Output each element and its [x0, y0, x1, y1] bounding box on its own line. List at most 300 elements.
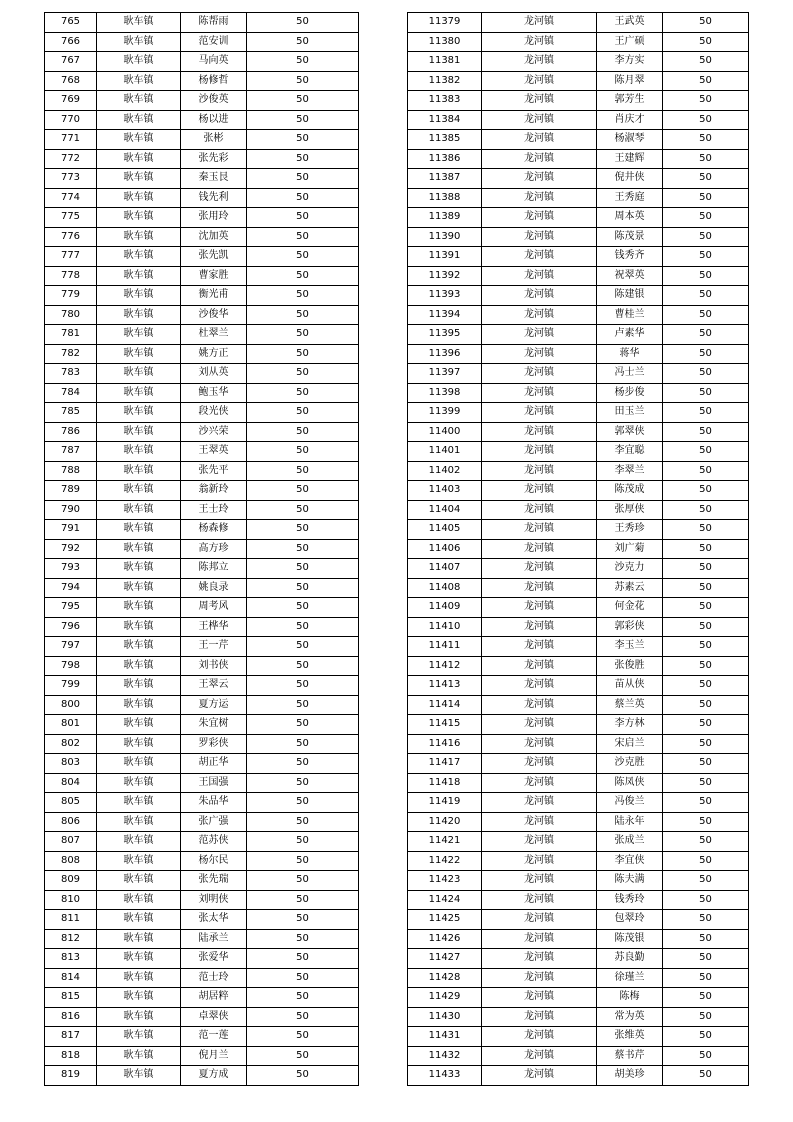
cell-index: 765: [45, 13, 97, 33]
table-row: [45, 520, 359, 540]
cell-name: 高方珍: [181, 539, 247, 559]
table-row: [45, 793, 359, 813]
cell-town: 耿车镇: [97, 325, 181, 345]
cell-index: 815: [45, 988, 97, 1008]
cell-name: 陆承兰: [181, 929, 247, 949]
table-row: [408, 539, 749, 559]
table-row: [408, 227, 749, 247]
cell-name: 卢素华: [597, 325, 663, 345]
cell-name: 钱秀玲: [597, 890, 663, 910]
cell-town: 龙河镇: [482, 851, 597, 871]
left-table-body: [45, 13, 359, 1086]
cell-name: 杜翠兰: [181, 325, 247, 345]
cell-name: 范苏侠: [181, 832, 247, 852]
cell-town: 耿车镇: [97, 871, 181, 891]
cell-amount: 50: [247, 110, 359, 130]
cell-town: 耿车镇: [97, 617, 181, 637]
cell-name: 张先凯: [181, 247, 247, 267]
cell-town: 龙河镇: [482, 1027, 597, 1047]
cell-index: 772: [45, 149, 97, 169]
cell-amount: 50: [247, 227, 359, 247]
cell-index: 814: [45, 968, 97, 988]
cell-town: 龙河镇: [482, 52, 597, 72]
cell-name: 陈建银: [597, 286, 663, 306]
cell-name: 陆永年: [597, 812, 663, 832]
cell-amount: 50: [663, 1046, 749, 1066]
table-row: [45, 773, 359, 793]
table-row: [408, 559, 749, 579]
cell-index: 11419: [408, 793, 482, 813]
cell-name: 杨修哲: [181, 71, 247, 91]
table-row: [408, 403, 749, 423]
cell-town: 龙河镇: [482, 539, 597, 559]
cell-index: 11407: [408, 559, 482, 579]
cell-index: 11402: [408, 461, 482, 481]
cell-amount: 50: [247, 871, 359, 891]
cell-amount: 50: [247, 851, 359, 871]
table-row: [45, 890, 359, 910]
cell-index: 11390: [408, 227, 482, 247]
table-row: [45, 71, 359, 91]
cell-name: 胡正华: [181, 754, 247, 774]
cell-amount: 50: [247, 383, 359, 403]
cell-town: 耿车镇: [97, 266, 181, 286]
cell-town: 龙河镇: [482, 773, 597, 793]
cell-amount: 50: [247, 13, 359, 33]
cell-town: 耿车镇: [97, 1046, 181, 1066]
cell-name: 沙兴荣: [181, 422, 247, 442]
table-row: [408, 91, 749, 111]
cell-amount: 50: [247, 71, 359, 91]
cell-town: 耿车镇: [97, 598, 181, 618]
cell-name: 卓翠侠: [181, 1007, 247, 1027]
table-row: [45, 832, 359, 852]
cell-amount: 50: [663, 325, 749, 345]
cell-index: 11420: [408, 812, 482, 832]
cell-name: 陈茂景: [597, 227, 663, 247]
cell-index: 767: [45, 52, 97, 72]
table-row: [408, 1046, 749, 1066]
cell-index: 11426: [408, 929, 482, 949]
cell-index: 11406: [408, 539, 482, 559]
cell-name: 李方实: [597, 52, 663, 72]
cell-amount: 50: [247, 149, 359, 169]
table-row: [45, 227, 359, 247]
cell-name: 郭彩侠: [597, 617, 663, 637]
cell-amount: 50: [247, 1007, 359, 1027]
cell-amount: 50: [663, 1027, 749, 1047]
table-row: [45, 364, 359, 384]
cell-town: 龙河镇: [482, 208, 597, 228]
cell-name: 常为英: [597, 1007, 663, 1027]
table-row: [45, 149, 359, 169]
cell-town: 耿车镇: [97, 13, 181, 33]
cell-town: 龙河镇: [482, 559, 597, 579]
cell-town: 龙河镇: [482, 227, 597, 247]
cell-index: 11405: [408, 520, 482, 540]
cell-index: 810: [45, 890, 97, 910]
cell-amount: 50: [663, 13, 749, 33]
cell-town: 耿车镇: [97, 32, 181, 52]
cell-town: 龙河镇: [482, 286, 597, 306]
cell-town: 龙河镇: [482, 188, 597, 208]
cell-town: 龙河镇: [482, 617, 597, 637]
cell-index: 11394: [408, 305, 482, 325]
cell-index: 770: [45, 110, 97, 130]
cell-amount: 50: [663, 520, 749, 540]
cell-index: 817: [45, 1027, 97, 1047]
cell-amount: 50: [663, 247, 749, 267]
table-row: [408, 1027, 749, 1047]
cell-amount: 50: [247, 286, 359, 306]
cell-amount: 50: [247, 695, 359, 715]
cell-amount: 50: [247, 812, 359, 832]
table-row: [408, 520, 749, 540]
cell-name: 沙克胜: [597, 754, 663, 774]
cell-town: 龙河镇: [482, 910, 597, 930]
cell-name: 张先瑞: [181, 871, 247, 891]
table-row: [408, 188, 749, 208]
cell-name: 李翠兰: [597, 461, 663, 481]
cell-town: 龙河镇: [482, 130, 597, 150]
cell-index: 780: [45, 305, 97, 325]
table-row: [45, 1046, 359, 1066]
cell-town: 耿车镇: [97, 539, 181, 559]
cell-amount: 50: [247, 578, 359, 598]
table-row: [45, 110, 359, 130]
table-row: [408, 208, 749, 228]
cell-index: 776: [45, 227, 97, 247]
cell-index: 803: [45, 754, 97, 774]
cell-name: 翁新玲: [181, 481, 247, 501]
cell-index: 805: [45, 793, 97, 813]
cell-index: 11410: [408, 617, 482, 637]
cell-amount: 50: [247, 422, 359, 442]
cell-amount: 50: [247, 539, 359, 559]
cell-index: 11385: [408, 130, 482, 150]
cell-town: 龙河镇: [482, 1066, 597, 1086]
cell-name: 陈夫满: [597, 871, 663, 891]
cell-amount: 50: [663, 910, 749, 930]
cell-index: 819: [45, 1066, 97, 1086]
cell-amount: 50: [663, 695, 749, 715]
table-row: [408, 676, 749, 696]
cell-amount: 50: [663, 403, 749, 423]
right-table-body: [408, 13, 749, 1086]
cell-name: 蒋华: [597, 344, 663, 364]
cell-amount: 50: [247, 656, 359, 676]
cell-town: 耿车镇: [97, 305, 181, 325]
cell-town: 龙河镇: [482, 266, 597, 286]
right-table: [407, 12, 749, 1086]
cell-town: 耿车镇: [97, 578, 181, 598]
cell-index: 801: [45, 715, 97, 735]
cell-amount: 50: [663, 461, 749, 481]
cell-amount: 50: [663, 988, 749, 1008]
table-row: [408, 169, 749, 189]
table-row: [45, 169, 359, 189]
table-row: [45, 52, 359, 72]
cell-amount: 50: [247, 32, 359, 52]
cell-amount: 50: [663, 188, 749, 208]
cell-name: 郭芳生: [597, 91, 663, 111]
table-row: [408, 715, 749, 735]
cell-amount: 50: [247, 910, 359, 930]
cell-index: 11416: [408, 734, 482, 754]
cell-index: 11381: [408, 52, 482, 72]
table-row: [408, 500, 749, 520]
cell-amount: 50: [663, 617, 749, 637]
cell-index: 785: [45, 403, 97, 423]
cell-index: 11430: [408, 1007, 482, 1027]
cell-amount: 50: [663, 266, 749, 286]
cell-index: 781: [45, 325, 97, 345]
table-row: [45, 1066, 359, 1086]
table-row: [408, 1066, 749, 1086]
cell-name: 钱秀齐: [597, 247, 663, 267]
cell-index: 11409: [408, 598, 482, 618]
cell-amount: 50: [247, 344, 359, 364]
table-row: [45, 988, 359, 1008]
cell-amount: 50: [663, 949, 749, 969]
cell-index: 11433: [408, 1066, 482, 1086]
table-row: [408, 793, 749, 813]
table-row: [45, 442, 359, 462]
cell-amount: 50: [663, 637, 749, 657]
cell-index: 11412: [408, 656, 482, 676]
cell-amount: 50: [663, 286, 749, 306]
cell-index: 792: [45, 539, 97, 559]
table-row: [408, 1007, 749, 1027]
cell-index: 783: [45, 364, 97, 384]
table-row: [408, 52, 749, 72]
cell-index: 11413: [408, 676, 482, 696]
cell-name: 姚良录: [181, 578, 247, 598]
cell-amount: 50: [247, 773, 359, 793]
cell-amount: 50: [247, 559, 359, 579]
cell-index: 11399: [408, 403, 482, 423]
cell-index: 11428: [408, 968, 482, 988]
cell-town: 龙河镇: [482, 832, 597, 852]
cell-index: 797: [45, 637, 97, 657]
cell-name: 朱品华: [181, 793, 247, 813]
cell-town: 龙河镇: [482, 695, 597, 715]
cell-town: 耿车镇: [97, 1027, 181, 1047]
cell-town: 耿车镇: [97, 52, 181, 72]
cell-name: 王桦华: [181, 617, 247, 637]
table-row: [45, 968, 359, 988]
cell-town: 龙河镇: [482, 71, 597, 91]
cell-name: 张广强: [181, 812, 247, 832]
cell-amount: 50: [663, 559, 749, 579]
cell-town: 龙河镇: [482, 734, 597, 754]
cell-town: 龙河镇: [482, 442, 597, 462]
cell-amount: 50: [663, 130, 749, 150]
cell-amount: 50: [663, 71, 749, 91]
cell-amount: 50: [247, 364, 359, 384]
cell-name: 王秀珍: [597, 520, 663, 540]
cell-town: 龙河镇: [482, 715, 597, 735]
cell-amount: 50: [663, 227, 749, 247]
cell-name: 胡居粹: [181, 988, 247, 1008]
cell-amount: 50: [663, 1007, 749, 1027]
cell-amount: 50: [247, 52, 359, 72]
cell-index: 778: [45, 266, 97, 286]
cell-index: 802: [45, 734, 97, 754]
cell-amount: 50: [663, 91, 749, 111]
table-row: [45, 578, 359, 598]
cell-index: 806: [45, 812, 97, 832]
cell-amount: 50: [247, 676, 359, 696]
table-row: [45, 871, 359, 891]
cell-amount: 50: [663, 578, 749, 598]
cell-index: 11380: [408, 32, 482, 52]
cell-town: 龙河镇: [482, 968, 597, 988]
table-row: [408, 695, 749, 715]
cell-name: 张维英: [597, 1027, 663, 1047]
cell-town: 耿车镇: [97, 676, 181, 696]
table-row: [45, 695, 359, 715]
cell-town: 耿车镇: [97, 988, 181, 1008]
cell-index: 768: [45, 71, 97, 91]
cell-index: 790: [45, 500, 97, 520]
cell-amount: 50: [247, 598, 359, 618]
table-row: [408, 149, 749, 169]
cell-index: 791: [45, 520, 97, 540]
cell-index: 11425: [408, 910, 482, 930]
cell-name: 李方林: [597, 715, 663, 735]
cell-name: 胡美珍: [597, 1066, 663, 1086]
cell-town: 龙河镇: [482, 637, 597, 657]
cell-town: 龙河镇: [482, 481, 597, 501]
cell-town: 耿车镇: [97, 773, 181, 793]
cell-amount: 50: [663, 32, 749, 52]
cell-town: 龙河镇: [482, 110, 597, 130]
cell-name: 祝翠英: [597, 266, 663, 286]
cell-town: 龙河镇: [482, 520, 597, 540]
cell-name: 王国强: [181, 773, 247, 793]
table-row: [408, 325, 749, 345]
cell-amount: 50: [663, 149, 749, 169]
cell-town: 龙河镇: [482, 403, 597, 423]
cell-index: 11395: [408, 325, 482, 345]
cell-index: 813: [45, 949, 97, 969]
cell-index: 11384: [408, 110, 482, 130]
cell-name: 蔡兰英: [597, 695, 663, 715]
cell-index: 11424: [408, 890, 482, 910]
cell-amount: 50: [663, 812, 749, 832]
cell-name: 王翠英: [181, 442, 247, 462]
cell-name: 钱先利: [181, 188, 247, 208]
table-row: [408, 578, 749, 598]
cell-town: 龙河镇: [482, 1007, 597, 1027]
cell-town: 龙河镇: [482, 247, 597, 267]
table-row: [45, 598, 359, 618]
cell-index: 11429: [408, 988, 482, 1008]
table-row: [45, 812, 359, 832]
cell-index: 11415: [408, 715, 482, 735]
table-row: [45, 929, 359, 949]
cell-amount: 50: [663, 734, 749, 754]
cell-town: 龙河镇: [482, 91, 597, 111]
cell-town: 耿车镇: [97, 968, 181, 988]
cell-index: 766: [45, 32, 97, 52]
cell-amount: 50: [663, 500, 749, 520]
cell-index: 11382: [408, 71, 482, 91]
cell-index: 811: [45, 910, 97, 930]
table-row: [408, 71, 749, 91]
cell-town: 龙河镇: [482, 949, 597, 969]
cell-town: 耿车镇: [97, 520, 181, 540]
cell-town: 耿车镇: [97, 227, 181, 247]
cell-index: 11383: [408, 91, 482, 111]
cell-name: 秦玉艮: [181, 169, 247, 189]
cell-name: 周考风: [181, 598, 247, 618]
cell-name: 范一莲: [181, 1027, 247, 1047]
cell-name: 苗从侠: [597, 676, 663, 696]
table-row: [408, 344, 749, 364]
cell-town: 耿车镇: [97, 637, 181, 657]
cell-index: 818: [45, 1046, 97, 1066]
cell-index: 11423: [408, 871, 482, 891]
cell-amount: 50: [247, 968, 359, 988]
cell-town: 耿车镇: [97, 949, 181, 969]
cell-amount: 50: [247, 890, 359, 910]
cell-index: 808: [45, 851, 97, 871]
cell-amount: 50: [663, 773, 749, 793]
table-row: [45, 208, 359, 228]
table-row: [45, 266, 359, 286]
cell-name: 何金花: [597, 598, 663, 618]
table-row: [408, 247, 749, 267]
cell-index: 11397: [408, 364, 482, 384]
cell-amount: 50: [663, 968, 749, 988]
cell-name: 王一芹: [181, 637, 247, 657]
cell-town: 耿车镇: [97, 383, 181, 403]
table-row: [45, 325, 359, 345]
table-row: [45, 130, 359, 150]
table-row: [45, 247, 359, 267]
table-row: [408, 773, 749, 793]
cell-amount: 50: [247, 500, 359, 520]
cell-index: 787: [45, 442, 97, 462]
cell-amount: 50: [663, 656, 749, 676]
cell-town: 耿车镇: [97, 130, 181, 150]
cell-name: 鲍玉华: [181, 383, 247, 403]
cell-name: 张先彩: [181, 149, 247, 169]
cell-town: 耿车镇: [97, 169, 181, 189]
table-row: [408, 286, 749, 306]
cell-amount: 50: [663, 208, 749, 228]
cell-town: 耿车镇: [97, 559, 181, 579]
cell-town: 耿车镇: [97, 403, 181, 423]
cell-index: 11422: [408, 851, 482, 871]
table-row: [408, 461, 749, 481]
cell-amount: 50: [247, 520, 359, 540]
cell-amount: 50: [247, 130, 359, 150]
cell-name: 沙俊华: [181, 305, 247, 325]
cell-town: 龙河镇: [482, 305, 597, 325]
cell-index: 793: [45, 559, 97, 579]
cell-amount: 50: [663, 890, 749, 910]
cell-name: 徐瑾兰: [597, 968, 663, 988]
table-row: [45, 383, 359, 403]
cell-name: 倪月兰: [181, 1046, 247, 1066]
table-row: [408, 364, 749, 384]
cell-town: 龙河镇: [482, 812, 597, 832]
cell-town: 龙河镇: [482, 344, 597, 364]
table-row: [408, 422, 749, 442]
